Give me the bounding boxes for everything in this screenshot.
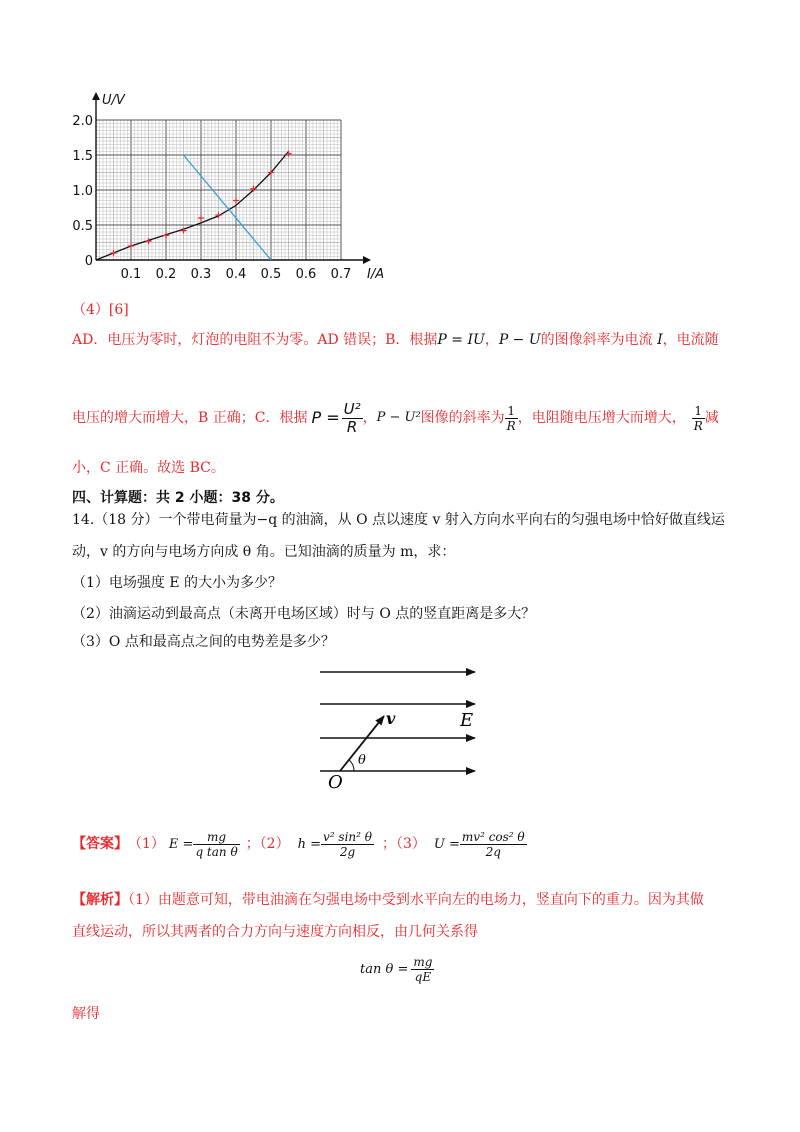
answer4-line2-a: 电压的增大而增大，B 正确；C．根据 bbox=[72, 410, 308, 426]
analysis-equation bbox=[360, 948, 434, 990]
formula-p-iu: P = IU bbox=[437, 332, 485, 348]
frac-den: R bbox=[693, 418, 703, 433]
analysis-line3: 解得 bbox=[72, 1006, 100, 1022]
formula-p-u: P − U bbox=[498, 332, 541, 348]
analysis-line2: 直线运动，所以其两者的合力方向与速度方向相反，由几何关系得 bbox=[72, 924, 478, 940]
question14-line2: 动，v 的方向与电场方向成 θ 角。已知油滴的质量为 m，求： bbox=[72, 544, 456, 560]
label-o: O bbox=[328, 772, 343, 793]
frac-den: 2q bbox=[485, 844, 501, 859]
formula-h-lhs: h = bbox=[297, 836, 322, 852]
formula-p-u2: P − U² bbox=[376, 410, 421, 425]
formula-one-over-r bbox=[505, 404, 518, 433]
label-theta: θ bbox=[358, 753, 366, 768]
x-axis-arrow bbox=[363, 256, 371, 264]
frac-num: U² bbox=[343, 399, 361, 418]
frac-num: mg bbox=[413, 954, 433, 969]
question14-part1: （1）电场强度 E 的大小为多少？ bbox=[72, 575, 283, 591]
y-tick-label: 0 bbox=[84, 254, 93, 269]
electric-field-figure bbox=[310, 660, 490, 795]
data-point bbox=[128, 243, 134, 249]
y-tick-label: 1.5 bbox=[72, 149, 93, 164]
x-axis-label: I/A bbox=[367, 267, 385, 282]
series-line bbox=[96, 152, 289, 261]
analysis-line1 bbox=[72, 890, 704, 910]
chart-series bbox=[96, 152, 289, 261]
formula-u2-over-r bbox=[342, 401, 363, 436]
answer-tag: 【答案】 bbox=[72, 836, 128, 852]
question14-line1: 14.（18 分）一个带电荷量为−q 的油滴，从 O 点以速度 v 射入方向水平向右的匀强电场中恰好做直线运 bbox=[72, 512, 725, 528]
chart-grid bbox=[96, 120, 341, 260]
answer14-sep1: ；（2） bbox=[245, 836, 290, 852]
frac-num: v² sin² θ bbox=[323, 829, 372, 844]
answer4-label: （4）[6] bbox=[72, 302, 129, 318]
y-tick-label: 1.0 bbox=[72, 184, 93, 199]
answer4-line2-e: 减 bbox=[704, 410, 719, 426]
formula-e bbox=[193, 830, 239, 859]
answer4-line1-c: 的图像斜率为电流 bbox=[540, 332, 653, 348]
section-heading: 四、计算题：共 2 小题：38 分。 bbox=[72, 490, 284, 506]
frac-den: q tan θ bbox=[195, 844, 238, 859]
y-tick-label: 0.5 bbox=[72, 219, 93, 234]
frac-den: qE bbox=[414, 969, 432, 984]
formula-one-over-r-2 bbox=[692, 404, 705, 433]
data-point bbox=[111, 250, 117, 256]
answer14-p1: （1） bbox=[128, 836, 165, 852]
formula-u-lhs: U = bbox=[433, 836, 460, 852]
y-axis-arrow bbox=[92, 92, 100, 100]
question14-part3: （3）O 点和最高点之间的电势差是多少？ bbox=[72, 634, 335, 650]
formula-h bbox=[321, 830, 374, 859]
x-tick-label: 0.5 bbox=[260, 267, 282, 282]
chart-axes bbox=[92, 92, 371, 264]
question14-part2: （2）油滴运动到最高点（未离开电场区域）时与 O 点的竖直距离是多大？ bbox=[72, 606, 536, 622]
answer4-line2-b: ， bbox=[362, 410, 377, 426]
answer4-line2-c: 图像的斜率为 bbox=[420, 410, 505, 426]
frac-num: 1 bbox=[692, 404, 705, 419]
frac-num: mg bbox=[193, 830, 239, 845]
analysis-text1: （1）由题意可知，带电油滴在匀强电场中受到水平向左的电场力，竖直向下的重力。因为其做 bbox=[128, 892, 704, 908]
frac-den: R bbox=[506, 418, 516, 433]
data-point bbox=[233, 198, 239, 204]
formula-tan bbox=[411, 955, 434, 984]
answer4-line3: 小，C 正确。故选 BC。 bbox=[72, 460, 225, 476]
y-tick-label: 2.0 bbox=[72, 114, 93, 129]
frac-den: R bbox=[346, 417, 358, 436]
formula-tan-lhs: tan θ = bbox=[360, 961, 409, 977]
answer14-line bbox=[72, 822, 527, 866]
formula-p-eq: P = bbox=[311, 408, 340, 427]
x-tick-label: 0.1 bbox=[120, 267, 142, 282]
u-i-chart bbox=[72, 90, 400, 282]
answer4-line1 bbox=[72, 330, 719, 350]
x-tick-label: 0.6 bbox=[295, 267, 317, 282]
theta-arc bbox=[349, 760, 354, 771]
answer4-line2 bbox=[72, 398, 719, 438]
frac-num: mv² cos² θ bbox=[461, 829, 525, 844]
x-tick-label: 0.7 bbox=[330, 267, 352, 282]
x-tick-label: 0.4 bbox=[225, 267, 247, 282]
answer4-line1-b: ， bbox=[484, 332, 499, 348]
y-axis-label: U/V bbox=[102, 93, 125, 108]
answer4-line1-d: ，电流随 bbox=[662, 332, 719, 348]
data-point bbox=[198, 215, 204, 221]
answer4-line1-a: AD．电压为零时，灯泡的电阻不为零。AD 错误；B．根据 bbox=[72, 332, 438, 348]
label-v: v bbox=[386, 709, 396, 728]
formula-u bbox=[460, 830, 527, 859]
analysis-tag: 【解析】 bbox=[72, 892, 128, 908]
label-e: E bbox=[460, 710, 474, 731]
x-tick-label: 0.2 bbox=[155, 267, 177, 282]
answer4-line2-d: ，电阻随电压增大而增大， bbox=[517, 410, 686, 426]
symbol-i: I bbox=[657, 332, 663, 348]
data-point bbox=[163, 233, 169, 239]
frac-num: 1 bbox=[505, 404, 518, 419]
answer14-sep2: ；（3） bbox=[382, 836, 426, 852]
x-tick-label: 0.3 bbox=[190, 267, 212, 282]
frac-den: 2g bbox=[339, 844, 356, 859]
formula-e-lhs: E = bbox=[168, 836, 194, 852]
